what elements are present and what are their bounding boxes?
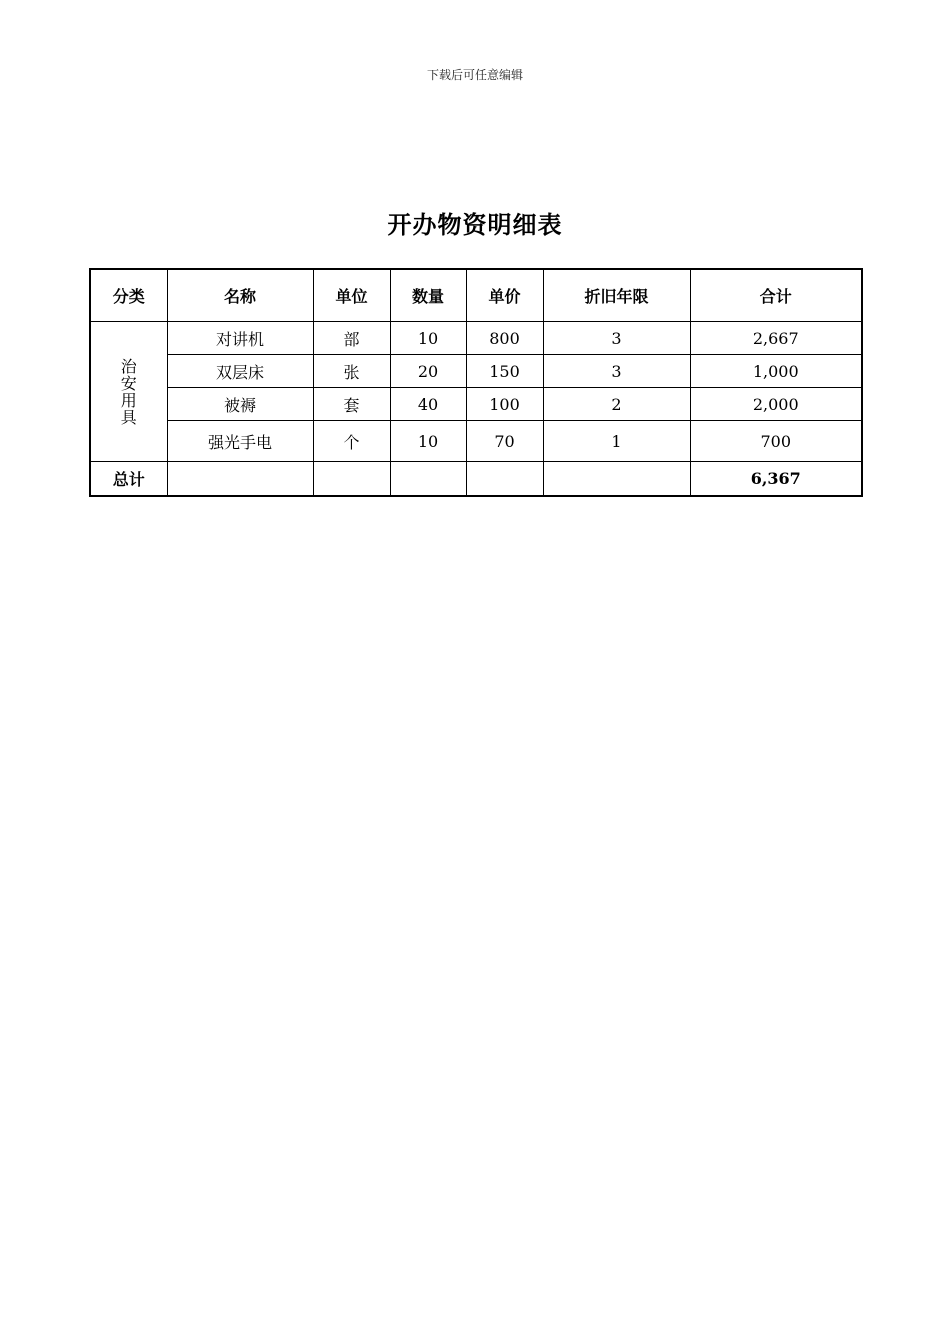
item-unit: 个 — [313, 421, 390, 462]
item-unit: 套 — [313, 388, 390, 421]
total-empty-cell — [543, 462, 690, 497]
header-name: 名称 — [167, 269, 313, 322]
item-quantity: 10 — [390, 421, 466, 462]
item-price: 800 — [466, 322, 543, 355]
total-label: 总计 — [90, 462, 167, 497]
materials-detail-table — [89, 268, 863, 497]
category-label: 治安用具 — [120, 356, 137, 427]
total-empty-cell — [313, 462, 390, 497]
item-name: 对讲机 — [167, 322, 313, 355]
item-years: 3 — [543, 355, 690, 388]
total-empty-cell — [167, 462, 313, 497]
header-category: 分类 — [90, 269, 167, 322]
item-price: 70 — [466, 421, 543, 462]
document-title: 开办物资明细表 — [387, 210, 563, 239]
item-total: 2,667 — [690, 322, 862, 355]
table-total-row — [90, 462, 862, 497]
item-unit: 张 — [313, 355, 390, 388]
item-price: 150 — [466, 355, 543, 388]
item-quantity: 40 — [390, 388, 466, 421]
item-total: 2,000 — [690, 388, 862, 421]
item-price: 100 — [466, 388, 543, 421]
item-quantity: 10 — [390, 322, 466, 355]
item-name: 被褥 — [167, 388, 313, 421]
page-header-note: 下载后可任意编辑 — [426, 68, 523, 82]
header-depreciation-years: 折旧年限 — [543, 269, 690, 322]
item-unit: 部 — [313, 322, 390, 355]
table-row — [90, 421, 862, 462]
item-name: 双层床 — [167, 355, 313, 388]
category-cell — [90, 322, 167, 462]
table-row — [90, 388, 862, 421]
item-years: 3 — [543, 322, 690, 355]
total-empty-cell — [390, 462, 466, 497]
header-price: 单价 — [466, 269, 543, 322]
item-years: 2 — [543, 388, 690, 421]
table-row — [90, 355, 862, 388]
item-total: 1,000 — [690, 355, 862, 388]
table-row — [90, 322, 862, 355]
total-empty-cell — [466, 462, 543, 497]
header-unit: 单位 — [313, 269, 390, 322]
table-header-row — [90, 269, 862, 322]
item-years: 1 — [543, 421, 690, 462]
grand-total: 6,367 — [690, 462, 862, 497]
item-total: 700 — [690, 421, 862, 462]
item-quantity: 20 — [390, 355, 466, 388]
header-total: 合计 — [690, 269, 862, 322]
header-quantity: 数量 — [390, 269, 466, 322]
item-name: 强光手电 — [167, 421, 313, 462]
